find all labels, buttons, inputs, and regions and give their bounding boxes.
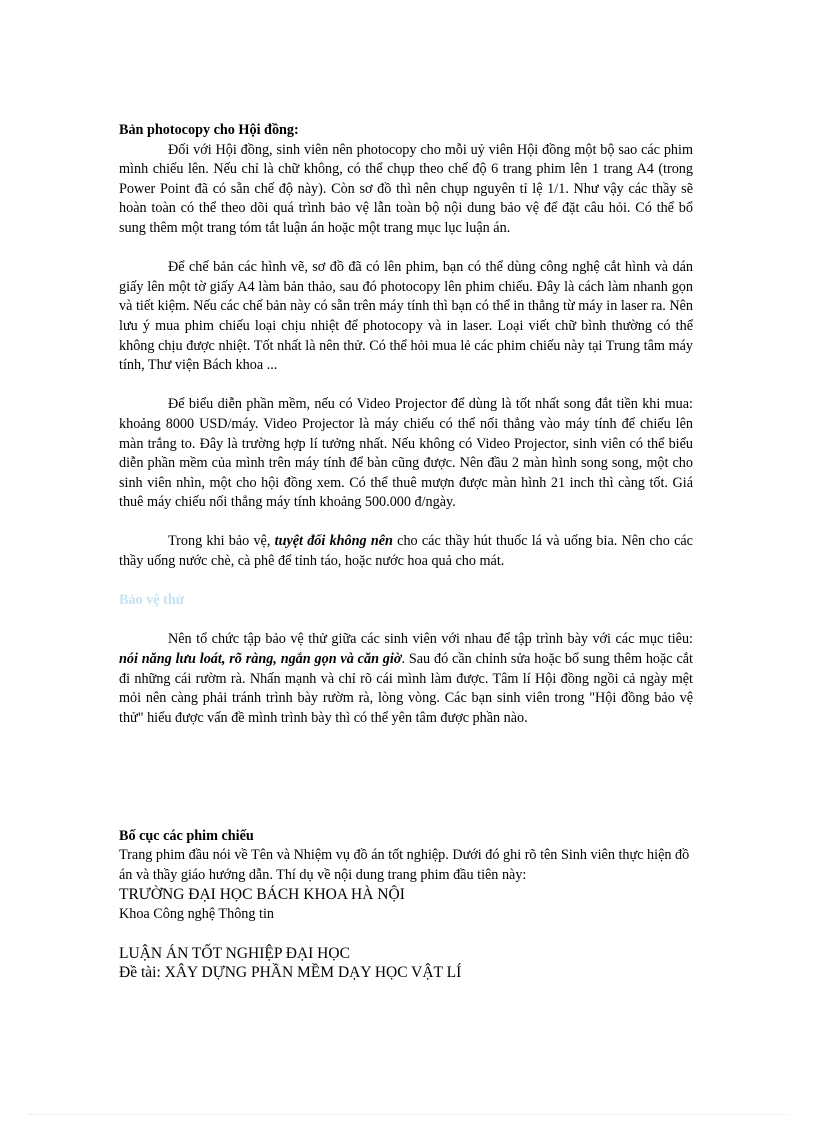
text-span: cho các thầy hút thuốc lá và uống bia. Nên cho các thầy uống nước chè, cà phê để tỉnh táo, hoặc nước hoa quả cho mát. xyxy=(119,533,693,570)
spacer xyxy=(119,572,693,592)
layout-section xyxy=(119,827,693,983)
thesis-topic: Đề tài: XÂY DỰNG PHẦN MỀM DẠY HỌC VẬT LÍ xyxy=(119,964,462,982)
emphasis-text: tuyệt đối không nên xyxy=(274,533,393,550)
spacer xyxy=(119,376,693,396)
university-name: TRƯỜNG ĐẠI HỌC BÁCH KHOA HÀ NỘI xyxy=(119,886,405,904)
spacer xyxy=(119,924,693,943)
paragraph-prepress: Để chế bản các hình vẽ, sơ đồ đã có lên phim, bạn có thể dùng công nghệ cắt hình và dán giấy lên một tờ giấy A4 làm bản thảo, sau đó photocopy lên phim chiếu. Đây là cách làm nhanh gọn và tiết kiệm. Nếu các chế bản này có sẵn trên máy tính thì bạn có thể in thẳng từ máy in laser ra. Nên lưu ý mua phim chiếu loại chịu nhiệt để photocopy và in laser. Loại viết chữ bình thường có thể không chịu được nhiệt. Tốt nhất là nên thử. Có thể hỏi mua lẻ các phim chiếu này tại Trung tâm máy tính, Thư viện Bách khoa ... xyxy=(119,259,693,374)
paragraph-photocopy: Đối với Hội đồng, sinh viên nên photocopy cho mỗi uỷ viên Hội đồng một bộ sao các phim mình chiếu lên. Nếu chỉ là chữ không, có thể chụp theo chế độ 6 trang phim lên 1 trang A4 (trong Power Point đã có sẵn chế độ này). Còn sơ đồ thì nên chụp nguyên tỉ lệ 1/1. Như vậy các thầy sẽ hoàn toàn có thể theo dõi quá trình bảo vệ lẫn toàn bộ nội dung bảo vệ để đặt câu hỏi. Có thể bổ sung thêm một trang tóm tắt luận án hoặc một trang mục lục luận án. xyxy=(119,141,693,236)
faculty-name: Khoa Công nghệ Thông tin xyxy=(119,905,275,922)
text-span: Nên tổ chức tập bảo vệ thử giữa các sinh viên với nhau để tập trình bày với các mục tiêu: xyxy=(168,631,693,648)
spacer xyxy=(119,513,693,533)
paragraph-during-defense xyxy=(119,532,693,571)
section-title-practice: Bảo vệ thử xyxy=(119,592,185,609)
main-content xyxy=(119,121,693,728)
paragraph-layout-intro: Trang phim đầu nói về Tên và Nhiệm vụ đồ án tốt nghiệp. Dưới đó ghi rõ tên Sinh viên thực hiện đồ án và thầy giáo hướng dẫn. Thí dụ về nội dung trang phim đầu tiên này: xyxy=(119,847,690,883)
thesis-label: LUẬN ÁN TỐT NGHIỆP ĐẠI HỌC xyxy=(119,944,350,962)
section-title-photocopy: Bản photocopy cho Hội đồng: xyxy=(119,122,299,138)
paragraph-practice xyxy=(119,630,693,728)
text-span: Trong khi bảo vệ, xyxy=(168,533,275,550)
emphasis-text: nói năng lưu loát, rõ ràng, ngắn gọn và căn giờ xyxy=(119,651,402,668)
page-footer-divider xyxy=(28,1114,788,1115)
paragraph-software-demo: Để biểu diễn phần mềm, nếu có Video Projector để dùng là tốt nhất song đắt tiền khi mua: khoảng 8000 USD/máy. Video Projector là máy chiếu có thể nối thẳng vào máy tính để chiếu lên màn trắng to. Đây là trường hợp lí tưởng nhất. Nếu không có Video Projector, sinh viên có thể biểu diễn phần mềm của mình trên máy tính để bàn cũng được. Nên đầu 2 màn hình song song, một cho sinh viên nhìn, một cho hội đồng xem. Có thể thuê mượn được màn hình 21 inch thì càng tốt. Giá thuê máy chiếu nối thẳng máy tính khoảng 500.000 đ/ngày. xyxy=(119,396,693,511)
section-title-layout: Bố cục các phim chiếu xyxy=(119,828,254,844)
spacer xyxy=(119,611,693,631)
spacer xyxy=(119,239,693,259)
text-span: . Sau đó cần chỉnh sửa hoặc bổ sung thêm hoặc cắt đi những cái rườm rà. Nhấn mạnh và chỉ rõ cái mình làm được. Tâm lí Hội đồng ngồi cả ngày mệt mỏi nên càng phải tránh trình bày rườm rà, lòng vòng. Các bạn sinh viên trong "Hội đồng bảo vệ thử" hiểu được vấn đề mình trình bày thì có thể yên tâm được phần nào. xyxy=(119,651,693,726)
